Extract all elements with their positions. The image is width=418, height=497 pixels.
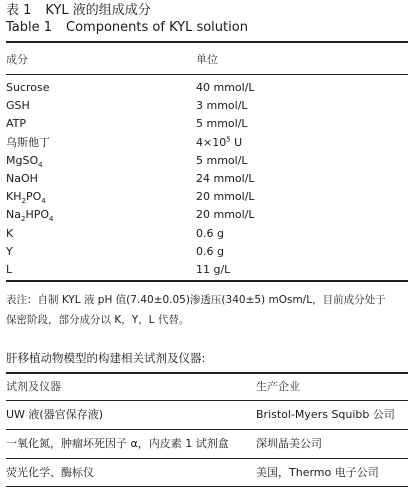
table1-cell-unit: $4\times 10^5$ U [196,134,243,149]
table1-note-line1: 表注：自制 KYL 液 pH 值(7.40±0.05)渗透压(340±5) mOsm/L，目前成分处于 [6,294,386,306]
table1-caption-en: Components of KYL solution [66,20,248,35]
table1-row [6,170,408,188]
table1-row [6,261,408,279]
table2-row-rule [6,429,408,430]
table1-cell-component: $Na_2HPO_4$ [6,208,54,224]
table2-header-reagent: 试剂及仪器 [6,380,61,393]
table1-row [6,97,408,115]
table1-cell-component: 乌斯他丁 [6,135,50,149]
table2-cell-reagent: 一氧化氮，肿瘤坏死因子 α，内皮素 1 试剂盒 [6,437,229,450]
table1-cell-unit: 20 mmol/L [196,208,255,222]
table2-cell-manufacturer: Bristol-Myers Squibb 公司 [256,408,395,421]
table1-cell-unit: 5 mmol/L [196,117,248,131]
table1-number-cn: 表 1 [6,3,32,18]
table1-cell-unit: 0.6 g [196,244,224,258]
table1-cell-component: Y [6,244,13,258]
table1-cell-component: $KH_2PO_4$ [6,190,46,206]
table1-cell-unit: 20 mmol/L [196,190,255,204]
table1-row [6,134,408,152]
table1-header-component: 成分 [6,53,28,66]
table1-row [6,79,408,97]
table2-header-rule [6,400,408,401]
table2-row [6,406,408,424]
table2-row [6,464,408,482]
table1-note [6,290,408,330]
table1-cell-unit: 0.6 g [196,226,224,240]
table1-cell-component: NaOH [6,171,38,185]
table1-cell-unit: 11 g/L [196,262,231,276]
table1-cell-component: K [6,226,14,240]
table1-cell-component: MgSO$_4$ [6,153,43,169]
table1-row [6,206,408,224]
table1-cell-unit: 40 mmol/L [196,81,255,94]
table1-cell-component: L [6,262,13,276]
table1-row [6,243,408,261]
table1-bottom-rule [6,280,408,282]
table1-note-line2: 保密阶段，部分成分以 K，Y，L 代替。 [6,314,190,326]
table1-row [6,115,408,133]
table2-header-manufacturer: 生产企业 [256,380,300,393]
table2-header [6,378,408,396]
table1-top-rule [6,41,408,43]
table1-title-en [6,19,248,37]
table1-number-en: Table 1 [6,20,53,35]
table2-row [6,435,408,453]
table1-caption-cn: KYL 液的组成成分 [45,3,151,18]
table1-row [6,188,408,206]
table1-header-rule [6,74,408,75]
table2-row-rule [6,458,408,459]
table2-title: 肝移植动物模型的构建相关试剂及仪器: [6,351,206,365]
table2-cell-reagent: 荧光化学、酶标仪 [6,466,94,479]
table1-cell-unit: 3 mmol/L [196,99,248,113]
table1-cell-unit: 24 mmol/L [196,171,255,185]
table1-body [6,79,408,279]
table1-cell-component: Sucrose [6,81,50,94]
table2-cell-manufacturer: 美国，Thermo 电子公司 [256,466,379,479]
table2-cell-reagent: UW 液(器官保存液) [6,408,104,421]
table1-cell-component: ATP [6,117,27,131]
table2-bottom-rule [6,486,408,487]
table2-top-rule [6,372,408,374]
table1-row [6,225,408,243]
table1-title-cn [6,2,151,20]
table1-row [6,152,408,170]
table2-cell-manufacturer: 深圳晶美公司 [256,437,322,450]
table1-cell-unit: 5 mmol/L [196,153,248,167]
table1-cell-component: GSH [6,99,30,113]
table1-header-unit: 单位 [196,53,218,66]
